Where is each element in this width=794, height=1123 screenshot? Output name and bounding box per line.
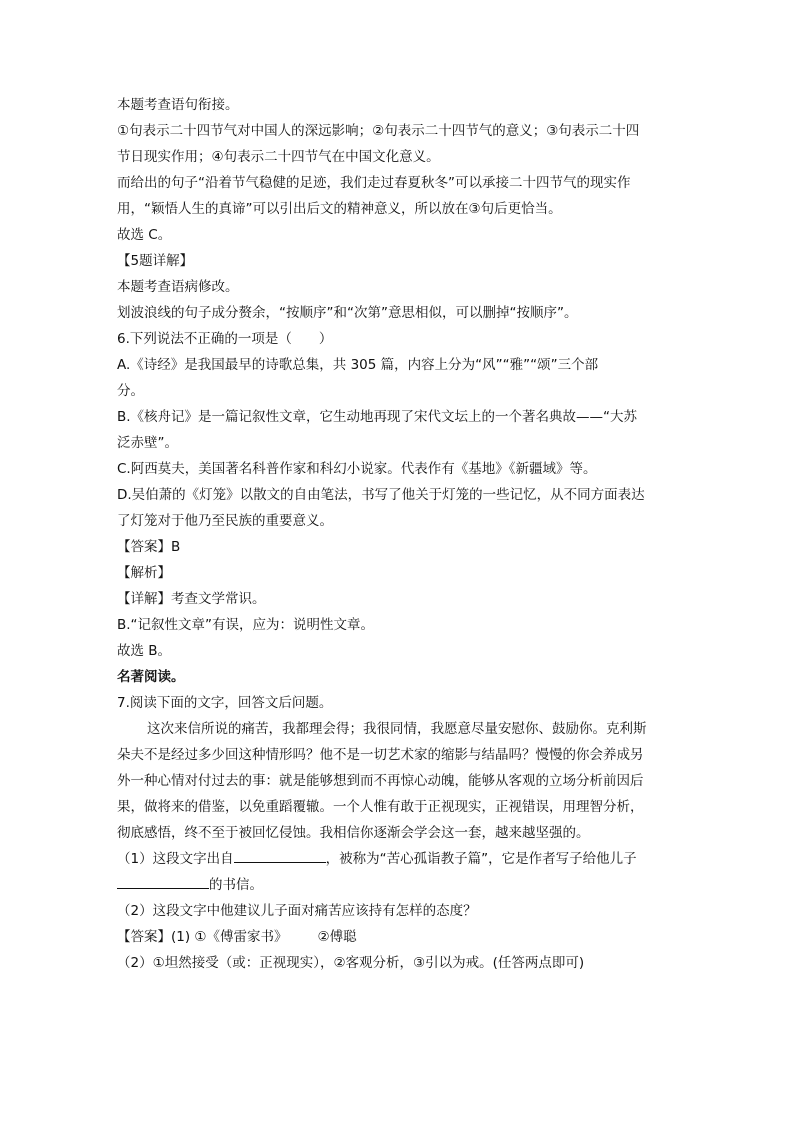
sub-question-1-cont [117,872,677,898]
sub-question-1 [117,846,677,872]
answer-blank-2 [117,874,209,889]
sub-question-2: （2）这段文字中他建议儿子面对痛苦应该持有怎样的态度？ [117,903,477,919]
text-line: B.“记叙性文章”有误，应为：说明性文章。 [117,617,375,633]
text-line: 本题考查语句衔接。 [117,97,239,113]
text-line: 本题考查语病修改。 [117,279,239,295]
section-heading: 【5题详解】 [117,253,194,269]
answer-label: 【答案】B [117,539,181,555]
q1-text-1: （1）这段文字出自 [117,851,234,867]
option-d: D.吴伯萧的《灯笼》以散文的自由笔法，书写了他关于灯笼的一些记忆，从不同方面表达 [117,487,645,503]
passage-line: 外一种心情对付过去的事：就是能够想到而不再惊心动魄，能够从客观的立场分析前因后 [117,773,644,789]
text-line: 故选 B。 [117,643,172,659]
option-b-cont: 泛赤壁”。 [117,435,178,451]
text-line: 而给出的句子“沿着节气稳健的足迹，我们走过春夏秋冬”可以承接二十四节气的现实作 [117,175,631,191]
analysis-label: 【解析】 [117,565,171,581]
text-line: 用，“颖悟人生的真谛”可以引出后文的精神意义，所以放在③句后更恰当。 [117,201,562,217]
passage-line: 彻底感悟，终不至于被回忆侵蚀。我相信你逐渐会学会这一套，越来越坚强的。 [117,825,590,841]
passage-line: 朵夫不是经过多少回这种情形吗？他不是一切艺术家的缩影与结晶吗？慢慢的你会养成另 [117,747,644,763]
answer-line-1 [117,924,677,950]
answer-1-b: ②傅聪 [317,929,357,945]
question-title: 7.阅读下面的文字，回答文后问题。 [117,695,333,711]
option-a: A.《诗经》是我国最早的诗歌总集，共 305 篇，内容上分为“风”“雅”“颂”三个部 [117,357,599,373]
document-page [117,92,677,976]
answer-1-a: 【答案】(1) ①《傅雷家书》 [117,929,288,945]
text-line: 划波浪线的句子成分赘余，“按顺序”和“次第”意思相似，可以删掉“按顺序”。 [117,305,578,321]
answer-blank-1 [234,848,326,863]
text-line: ①句表示二十四节气对中国人的深远影响；②句表示二十四节气的意义；③句表示二十四 [117,123,640,139]
passage-line: 这次来信所说的痛苦，我都理会得；我很同情，我愿意尽量安慰你、鼓励你。克利斯 [147,721,647,737]
text-line: 【详解】考查文学常识。 [117,591,266,607]
text-line: 故选 C。 [117,227,172,243]
option-b: B.《核舟记》是一篇记叙性文章，它生动地再现了宋代文坛上的一个著名典故——“大苏 [117,409,638,425]
q1-text-3: 的书信。 [209,877,263,893]
question-title: 6.下列说法不正确的一项是（ ） [117,331,333,347]
passage-line: 果，做将来的借鉴，以免重蹈覆辙。一个人惟有敢于正视现实，正视错误，用理智分析， [117,799,644,815]
text-line: 节日现实作用；④句表示二十四节气在中国文化意义。 [117,149,440,165]
option-d-cont: 了灯笼对于他乃至民族的重要意义。 [117,513,333,529]
option-c: C.阿西莫夫，美国著名科普作家和科幻小说家。代表作有《基地》《新疆域》等。 [117,461,597,477]
option-a-cont: 分。 [117,383,144,399]
section-title: 名著阅读。 [117,669,185,685]
q1-text-2: ，被称为“苦心孤诣教子篇”，它是作者写子给他儿子 [325,851,637,867]
answer-line-2: （2）①坦然接受（或：正视现实），②客观分析，③引以为戒。(任答两点即可) [117,955,585,971]
